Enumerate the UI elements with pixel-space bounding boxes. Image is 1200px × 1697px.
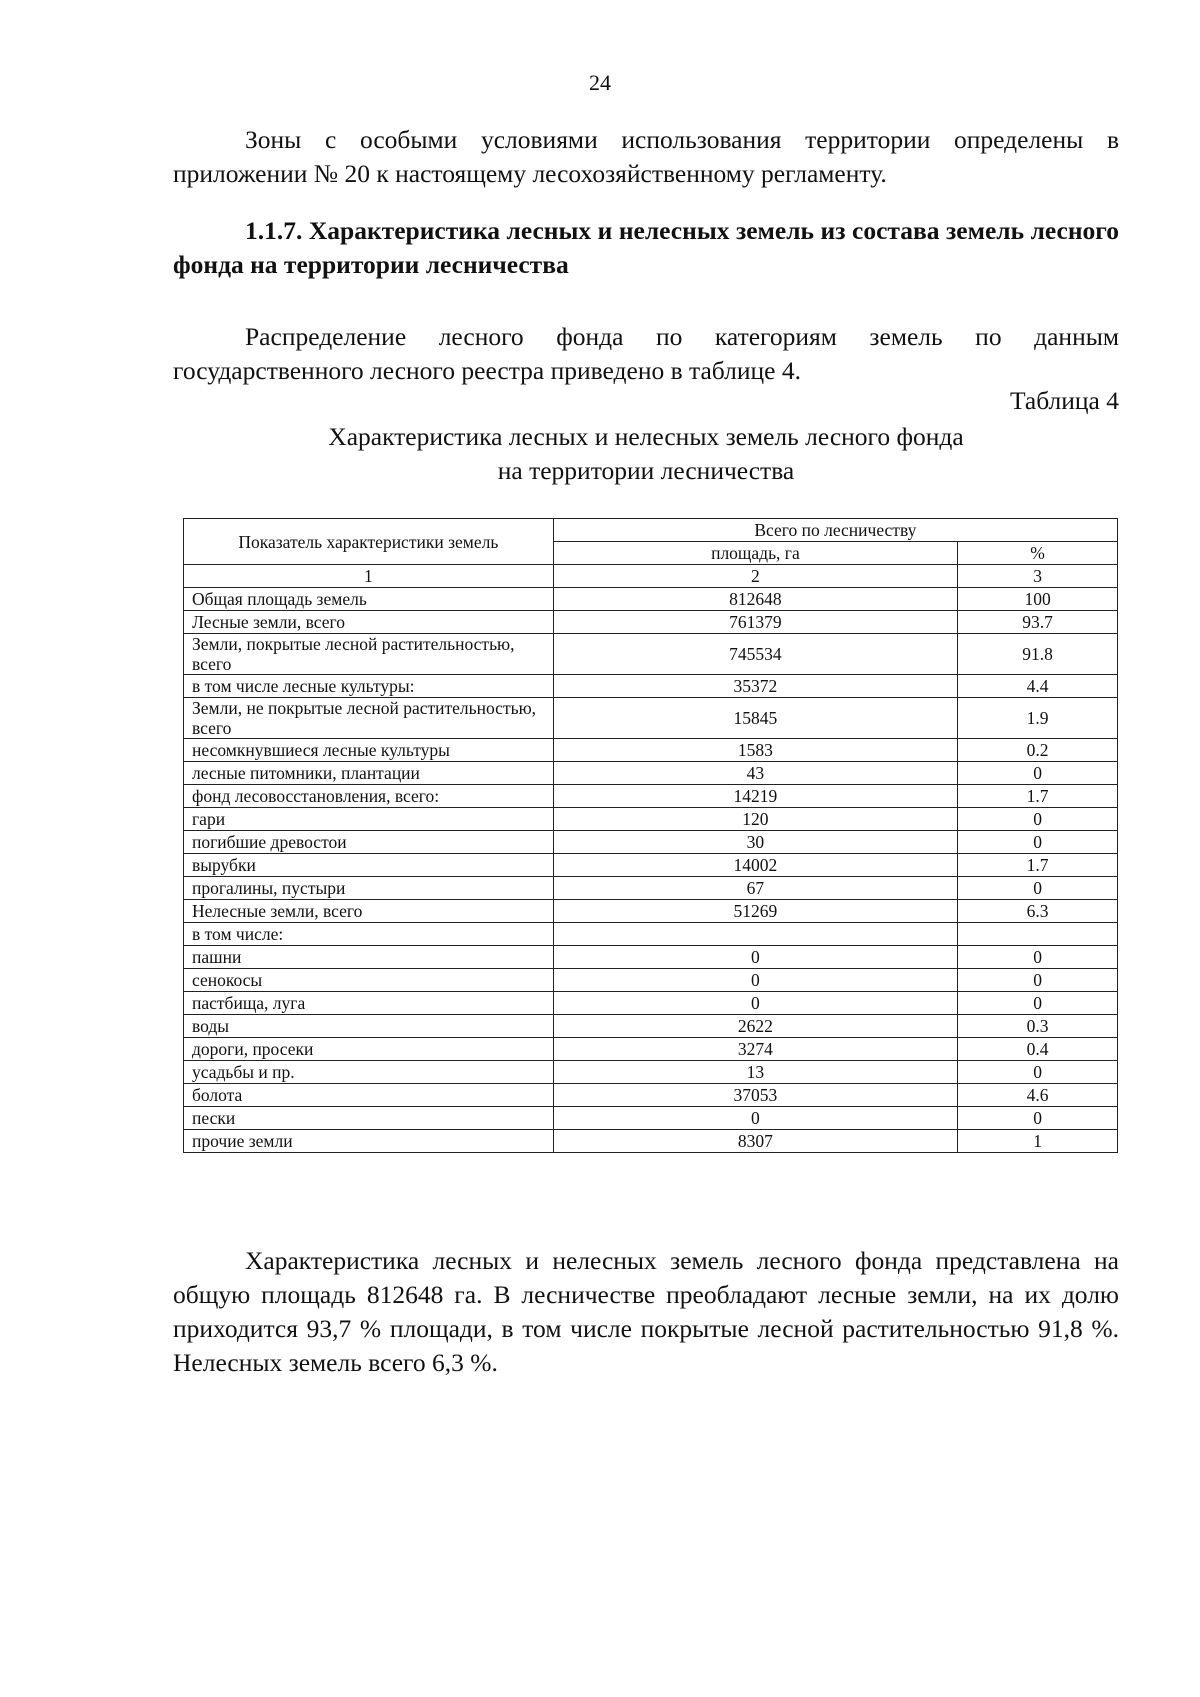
table-title [173,420,1119,488]
header-area: площадь, га [553,542,957,565]
table-row [184,854,1118,877]
row-percent: 0 [958,1061,1118,1084]
row-area: 0 [553,946,957,969]
row-area: 120 [553,808,957,831]
table-row [184,588,1118,611]
row-percent: 1.7 [958,785,1118,808]
section-heading: 1.1.7. Характеристика лесных и нелесных земель из состава земель лесного фонда на территории лесничества [173,216,1119,279]
row-label: в том числе: [184,923,554,946]
row-percent: 6.3 [958,900,1118,923]
row-percent [958,923,1118,946]
row-area [553,923,957,946]
row-area: 51269 [553,900,957,923]
row-percent: 0 [958,808,1118,831]
row-percent: 0 [958,992,1118,1015]
land-characteristics-table [183,518,1118,1153]
row-percent: 100 [958,588,1118,611]
table-row [184,1015,1118,1038]
row-label: прочие земли [184,1130,554,1153]
row-percent: 0 [958,762,1118,785]
table-row [184,969,1118,992]
row-label: несомкнувшиеся лесные культуры [184,739,554,762]
row-percent: 91.8 [958,634,1118,675]
row-area: 37053 [553,1084,957,1107]
table-row [184,1130,1118,1153]
table-row [184,675,1118,698]
table-row [184,739,1118,762]
row-area: 0 [553,1107,957,1130]
row-label: погибшие древостои [184,831,554,854]
row-area: 812648 [553,588,957,611]
summary-paragraph: Характеристика лесных и нелесных земель лесного фонда представлена на общую площадь 812648 га. В лесничестве преобладают лесные земли, на их долю приходится 93,7 % площади, в том числе покрытые лесной растительностью 91,8 %. Нелесных земель всего 6,3 %. [173,1246,1119,1377]
row-percent: 0 [958,969,1118,992]
row-label: усадьбы и пр. [184,1061,554,1084]
intro-paragraph: Зоны с особыми условиями использования территории определены в приложении № 20 к настоящему лесохозяйственному регламенту. [173,125,1119,188]
row-area: 14219 [553,785,957,808]
row-label: Общая площадь земель [184,588,554,611]
row-area: 0 [553,969,957,992]
row-area: 67 [553,877,957,900]
header-total: Всего по лесничеству [553,519,1117,542]
table-row [184,1084,1118,1107]
row-percent: 1 [958,1130,1118,1153]
row-area: 43 [553,762,957,785]
row-area: 3274 [553,1038,957,1061]
page-number: 24 [589,70,611,95]
row-label: фонд лесовосстановления, всего: [184,785,554,808]
row-label: пашни [184,946,554,969]
table-row [184,877,1118,900]
table-row [184,946,1118,969]
row-area: 761379 [553,611,957,634]
table-row [184,1038,1118,1061]
table-row [184,1061,1118,1084]
table-title-line-1: Характеристика лесных и нелесных земель лесного фонда [328,422,964,451]
row-area: 13 [553,1061,957,1084]
header-indicator: Показатель характеристики земель [184,519,554,565]
table-row [184,611,1118,634]
table-row [184,808,1118,831]
table-row [184,923,1118,946]
row-percent: 0 [958,946,1118,969]
row-area: 30 [553,831,957,854]
row-percent: 0.4 [958,1038,1118,1061]
row-percent: 0 [958,1107,1118,1130]
row-percent: 4.4 [958,675,1118,698]
row-percent: 1.7 [958,854,1118,877]
table-row [184,900,1118,923]
col-num-1: 1 [184,565,554,588]
row-label: прогалины, пустыри [184,877,554,900]
row-percent: 0.2 [958,739,1118,762]
row-label: сенокосы [184,969,554,992]
row-label: Нелесные земли, всего [184,900,554,923]
table-row [184,992,1118,1015]
col-num-2: 2 [553,565,957,588]
table-title-line-2: на территории лесничества [497,456,795,485]
row-area: 745534 [553,634,957,675]
row-label: гари [184,808,554,831]
row-label: вырубки [184,854,554,877]
row-area: 0 [553,992,957,1015]
table-body [184,588,1118,1153]
row-label: Лесные земли, всего [184,611,554,634]
col-num-3: 3 [958,565,1118,588]
row-label: пастбища, луга [184,992,554,1015]
row-area: 15845 [553,698,957,739]
row-percent: 0 [958,877,1118,900]
table-row [184,785,1118,808]
row-label: Земли, покрытые лесной растительностью, всего [184,634,554,675]
row-percent: 4.6 [958,1084,1118,1107]
table-row [184,698,1118,739]
table-row [184,762,1118,785]
row-label: воды [184,1015,554,1038]
row-percent: 0 [958,831,1118,854]
row-area: 2622 [553,1015,957,1038]
table-label: Таблица 4 [1009,386,1119,415]
header-percent: % [958,542,1118,565]
table-row [184,634,1118,675]
row-percent: 0.3 [958,1015,1118,1038]
row-label: пески [184,1107,554,1130]
row-label: в том числе лесные культуры: [184,675,554,698]
row-label: болота [184,1084,554,1107]
row-label: лесные питомники, плантации [184,762,554,785]
row-percent: 93.7 [958,611,1118,634]
row-label: Земли, не покрытые лесной растительностью, всего [184,698,554,739]
row-area: 8307 [553,1130,957,1153]
row-area: 1583 [553,739,957,762]
row-label: дороги, просеки [184,1038,554,1061]
table-row [184,831,1118,854]
distribution-paragraph: Распределение лесного фонда по категориям земель по данным государственного лесного реестра приведено в таблице 4. [173,322,1119,385]
row-percent: 1.9 [958,698,1118,739]
row-area: 35372 [553,675,957,698]
row-area: 14002 [553,854,957,877]
table-row [184,1107,1118,1130]
